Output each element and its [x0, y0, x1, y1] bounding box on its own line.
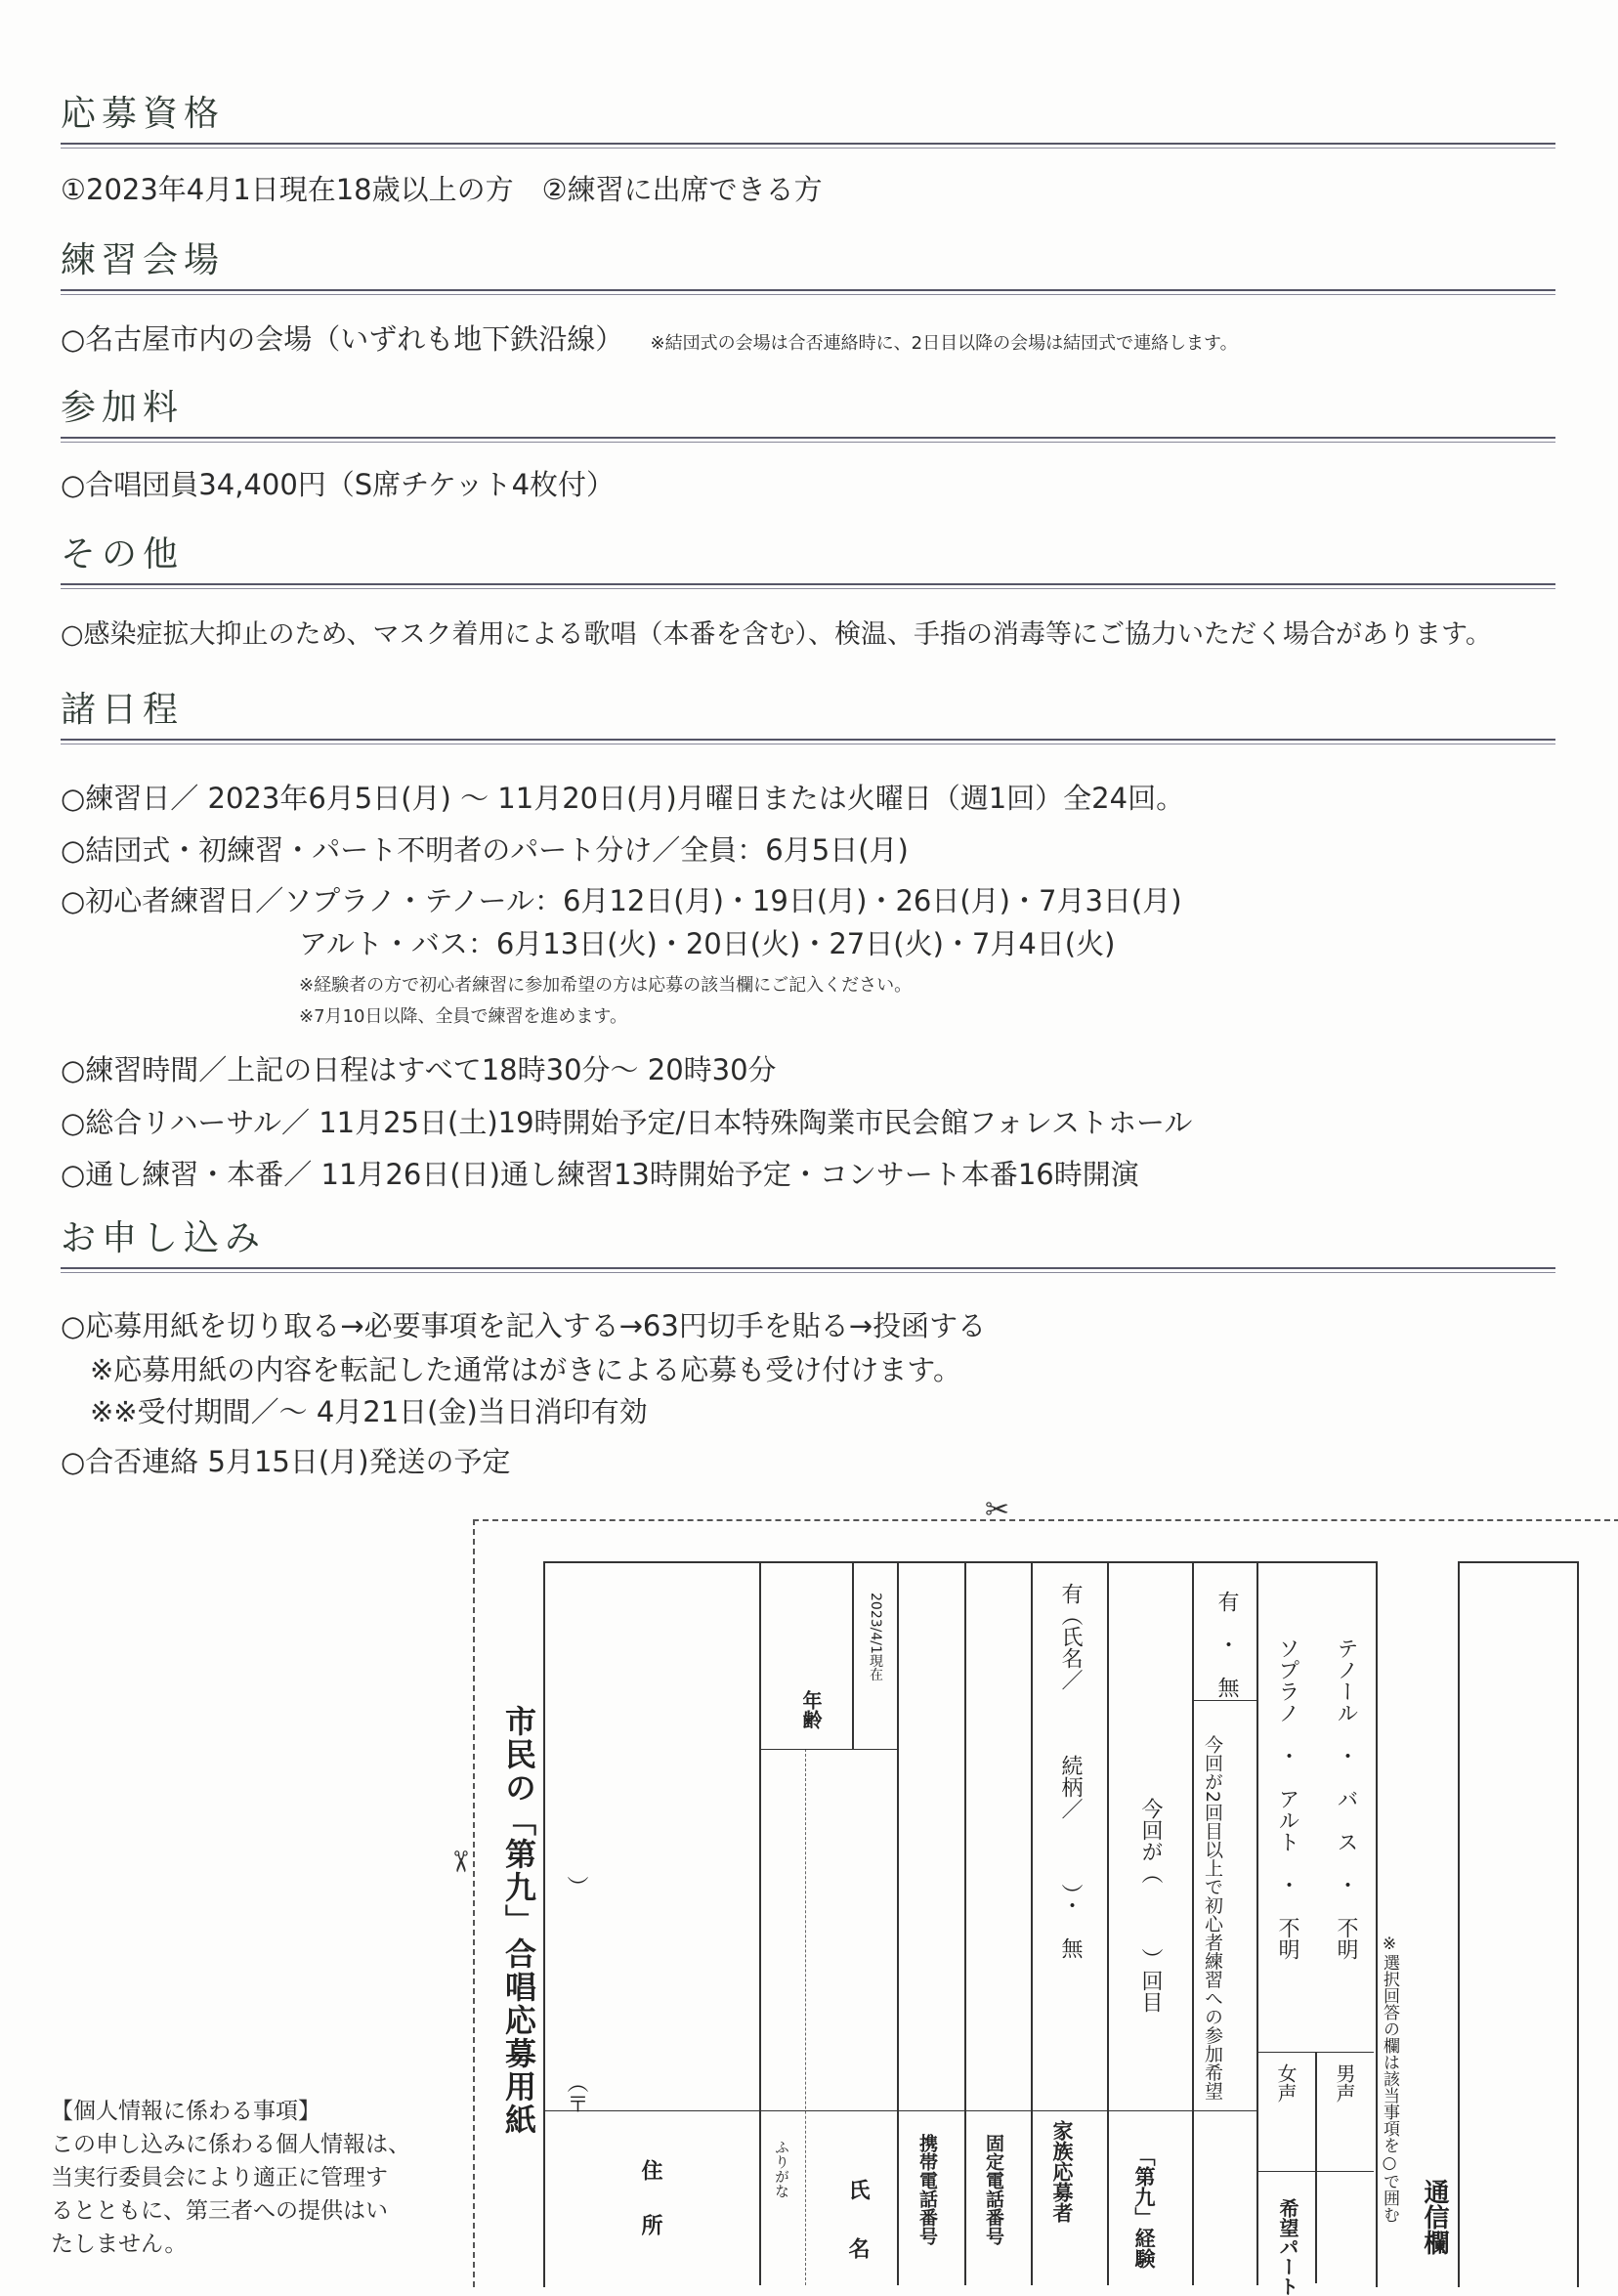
part-label: 希望パート — [1276, 2198, 1299, 2296]
column-divider — [1031, 1563, 1033, 2285]
schedule-item: ○練習時間／上記の日程はすべて18時30分～ 20時30分 — [61, 1053, 777, 1086]
schedule-item: ○通し練習・本番／ 11月26日(日)通し練習13時開始予定・コンサート本番16時開演 — [61, 1158, 1139, 1191]
venue-note: ※結団式の会場は合否連絡時に、2日目以降の会場は結団式で連絡します。 — [650, 333, 1238, 354]
female-label: 女声 — [1274, 2063, 1298, 2103]
beginner-label: 今回が2回目以上で初心者練習への参加希望 — [1202, 1735, 1223, 2101]
experience-value: 今回が（ ）回目 — [1138, 1798, 1163, 2013]
fee-text: ○合唱団員34,400円（S席チケット4枚付） — [61, 468, 616, 501]
section-eligibility — [61, 90, 1555, 149]
age-box-separator — [759, 1749, 897, 1750]
age-box-divider — [852, 1563, 854, 1749]
divider — [61, 1267, 1555, 1273]
form-title: 市民の「第九」合唱応募用紙 — [500, 1705, 537, 2137]
schedule-note: ※経験者の方で初心者練習に参加希望の方は応募の該当欄にご記入ください。 — [299, 975, 913, 996]
divider — [61, 583, 1555, 589]
female-value: ソプラノ ・ アルト ・ 不明 — [1275, 1637, 1299, 1960]
postal-close: ） — [564, 1876, 588, 1897]
family-value: 有（氏名／ 続柄／ ）・ 無 — [1058, 1583, 1083, 1959]
schedule-item: ○初心者練習日／ソプラノ・テノール：6月12日(月)・19日(月)・26日(月)・7月3日(月) — [61, 884, 1182, 917]
male-label: 男声 — [1333, 2063, 1356, 2103]
privacy-line: るとともに、第三者への提供はい — [51, 2198, 388, 2224]
section-title: お申し込み — [61, 1218, 267, 1258]
age-label: 年齢 — [799, 1690, 823, 1729]
apply-item: ○応募用紙を切り取る→必要事項を記入する→63円切手を貼る→投函する — [61, 1309, 987, 1342]
schedule-item: ○結団式・初練習・パート不明者のパート分け／全員：6月5日(月) — [61, 833, 909, 867]
section-title: その他 — [61, 534, 185, 574]
male-value: テノール ・ バ ス ・ 不明 — [1334, 1637, 1358, 1960]
apply-item: ※応募用紙の内容を転記した通常はがきによる応募も受け付けます。 — [90, 1353, 961, 1386]
privacy-line: この申し込みに係わる個人情報は、 — [51, 2132, 410, 2157]
comm-box[interactable] — [1458, 1561, 1579, 2287]
name-label: 氏 名 — [845, 2179, 870, 2267]
other-text: ○感染症拡大抑止のため、マスク着用による歌唱（本番を含む）、検温、手指の消毒等にご協力いただく場合があります。 — [61, 619, 1492, 650]
postal-mark: （〒 — [564, 2071, 588, 2114]
scissors-icon: ✂ — [443, 1849, 478, 1875]
schedule-item: アルト・バス：6月13日(火)・20日(火)・27日(火)・7月4日(火) — [299, 927, 1116, 960]
divider — [61, 289, 1555, 295]
section-schedule — [61, 686, 1555, 744]
section-fee — [61, 384, 1555, 443]
age-note: 2023/4/1現在 — [868, 1593, 883, 1681]
furigana-divider — [805, 1749, 806, 2285]
apply-item: ※※受付期間／～ 4月21日(金)当日消印有効 — [90, 1395, 648, 1428]
beginner-separator — [1192, 1700, 1256, 1701]
divider — [61, 437, 1555, 443]
section-title: 練習会場 — [61, 240, 226, 280]
experience-label: 「第九」経験 — [1132, 2146, 1156, 2269]
section-title: 参加料 — [61, 388, 185, 428]
column-divider — [759, 1563, 761, 2285]
eligibility-text: ①2023年4月1日現在18歳以上の方 ②練習に出席できる方 — [61, 173, 823, 206]
privacy-title: 【個人情報に係わる事項】 — [51, 2099, 320, 2124]
column-divider — [1107, 1563, 1109, 2285]
schedule-item: ○練習日／ 2023年6月5日(月) ～ 11月20日(月)月曜日または火曜日（週1回）全24回。 — [61, 782, 1185, 815]
section-other — [61, 531, 1555, 589]
landline-label: 固定電話番号 — [983, 2134, 1004, 2245]
family-label: 家族応募者 — [1050, 2120, 1074, 2223]
scissors-icon: ✂ — [985, 1493, 1010, 1527]
section-apply — [61, 1214, 1555, 1273]
label-separator — [543, 2110, 1256, 2111]
schedule-note: ※7月10日以降、全員で練習を進めます。 — [299, 1006, 627, 1027]
column-divider — [1256, 1563, 1258, 2285]
label-separator — [1256, 2052, 1374, 2053]
address-label: 住 所 — [638, 2159, 662, 2241]
divider — [61, 739, 1555, 744]
divider — [61, 143, 1555, 149]
privacy-line: たしません。 — [51, 2232, 188, 2257]
comm-label: 通信欄 — [1420, 2179, 1449, 2255]
section-title: 応募資格 — [61, 94, 226, 134]
application-form-table — [543, 1561, 1378, 2287]
venue-text — [61, 318, 1238, 358]
privacy-line: 当実行委員会により適正に管理す — [51, 2165, 388, 2190]
column-divider — [897, 1563, 899, 2285]
section-venue — [61, 236, 1555, 295]
part-note: ※選択回答の欄は該当事項を○で囲む — [1380, 1935, 1399, 2223]
mobile-label: 携帯電話番号 — [916, 2134, 938, 2245]
schedule-item: ○総合リハーサル／ 11月25日(土)19時開始予定/日本特殊陶業市民会館フォレストホール — [61, 1106, 1193, 1139]
column-divider — [964, 1563, 966, 2285]
beginner-value: 有 ・ 無 — [1214, 1591, 1239, 1698]
column-divider — [1315, 2052, 1317, 2283]
apply-item: ○合否連絡 5月15日(月)発送の予定 — [61, 1445, 511, 1478]
label-separator — [1256, 2171, 1374, 2172]
furigana-label: ふりがな — [773, 2140, 790, 2198]
section-title: 諸日程 — [61, 690, 185, 730]
column-divider — [1192, 1563, 1194, 2285]
venue-main: ○名古屋市内の会場（いずれも地下鉄沿線） — [61, 322, 624, 356]
privacy-notice — [51, 2095, 471, 2261]
